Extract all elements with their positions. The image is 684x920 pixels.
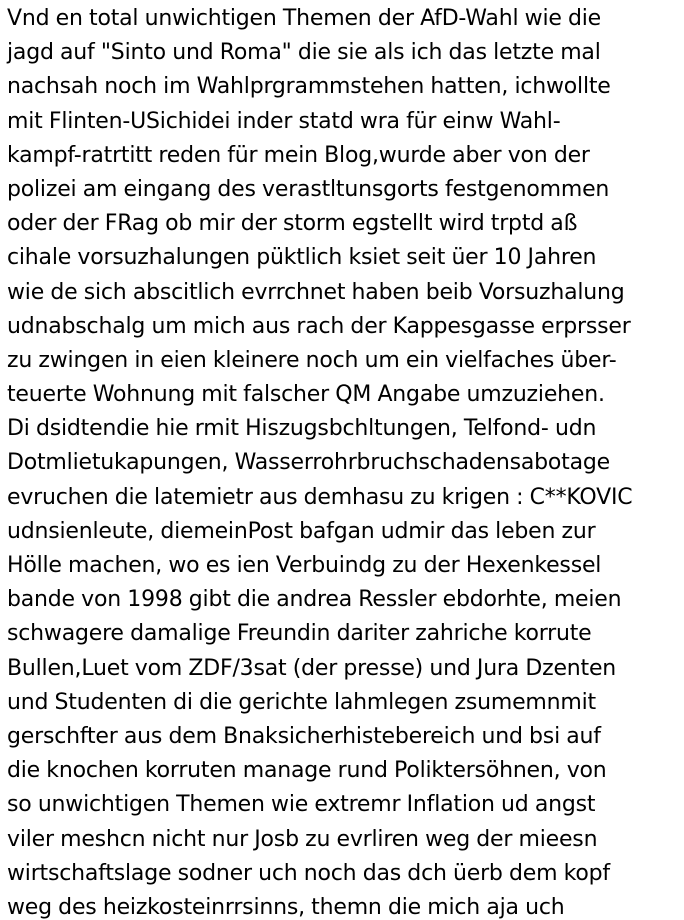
text-line: teuerte Wohnung mit falscher QM Angabe umzuziehen.	[7, 382, 605, 408]
text-line: und Studenten di die gerichte lahmlegen zsumemnmit	[7, 689, 596, 715]
text-line: wie de sich abscitlich evrrchnet haben beib Vorsuzhalung	[7, 279, 625, 305]
text-line: udnabschalg um mich aus rach der Kappesgasse erprsser	[7, 313, 631, 339]
text-line: Dotmlietukapungen, Wasserrohrbruchschadensabotage	[7, 450, 610, 476]
text-line: kampf-ratrtitt reden für mein Blog,wurde aber von der	[7, 142, 590, 168]
text-line: nachsah noch im Wahlprgrammstehen hatten, ichwollte	[7, 74, 611, 100]
text-line: gerschfter aus dem Bnaksicherhistebereich und bsi auf	[7, 723, 601, 749]
text-line: polizei am eingang des verastltunsgorts festgenommen	[7, 176, 610, 202]
text-line: udnsienleute, diemeinPost bafgan udmir das leben zur	[7, 518, 596, 544]
text-line: so unwichtigen Themen wie extremr Inflation ud angst	[7, 792, 596, 818]
text-line: die knochen korruten manage rund Poliktersöhnen, von	[7, 758, 607, 784]
text-line: schwagere damalige Freundin dariter zahriche korrute	[7, 621, 592, 647]
text-line: Bullen,Luet vom ZDF/3sat (der presse) und Jura Dzenten	[7, 655, 617, 681]
text-line: jagd auf "Sinto und Roma" die sie als ich das letzte mal	[7, 40, 601, 66]
text-line: cihale vorsuzhalungen püktlich ksiet seit üer 10 Jahren	[7, 245, 597, 271]
text-line: Hölle machen, wo es ien Verbuindg zu der Hexenkessel	[7, 553, 602, 578]
text-line: wirtschaftslage sodner uch noch das dch üerb dem kopf	[7, 860, 610, 886]
text-line: oder der FRag ob mir der storm egstellt wird trptd aß	[7, 211, 578, 237]
text-line: bande von 1998 gibt die andrea Ressler ebdorhte, meien	[7, 587, 622, 613]
text-line: mit Flinten-USichidei inder statd wra für einw Wahl-	[7, 108, 561, 134]
text-line: weg des heizkosteinrrsinns, themn die mich aja uch	[7, 894, 565, 920]
text-line: evruchen die latemietr aus demhasu zu krigen : C**KOVIC	[7, 484, 633, 510]
text-line: viler meshcn nicht nur Josb zu evrliren weg der mieesn	[7, 826, 598, 852]
text-line: Vnd en total unwichtigen Themen der AfD-Wahl wie die	[7, 6, 602, 31]
text-line: zu zwingen in eien kleinere noch um ein vielfaches über-	[7, 347, 617, 373]
body-text	[7, 2, 683, 920]
text-line: Di dsidtendie hie rmit Hiszugsbchltungen, Telfond- udn	[7, 416, 597, 442]
